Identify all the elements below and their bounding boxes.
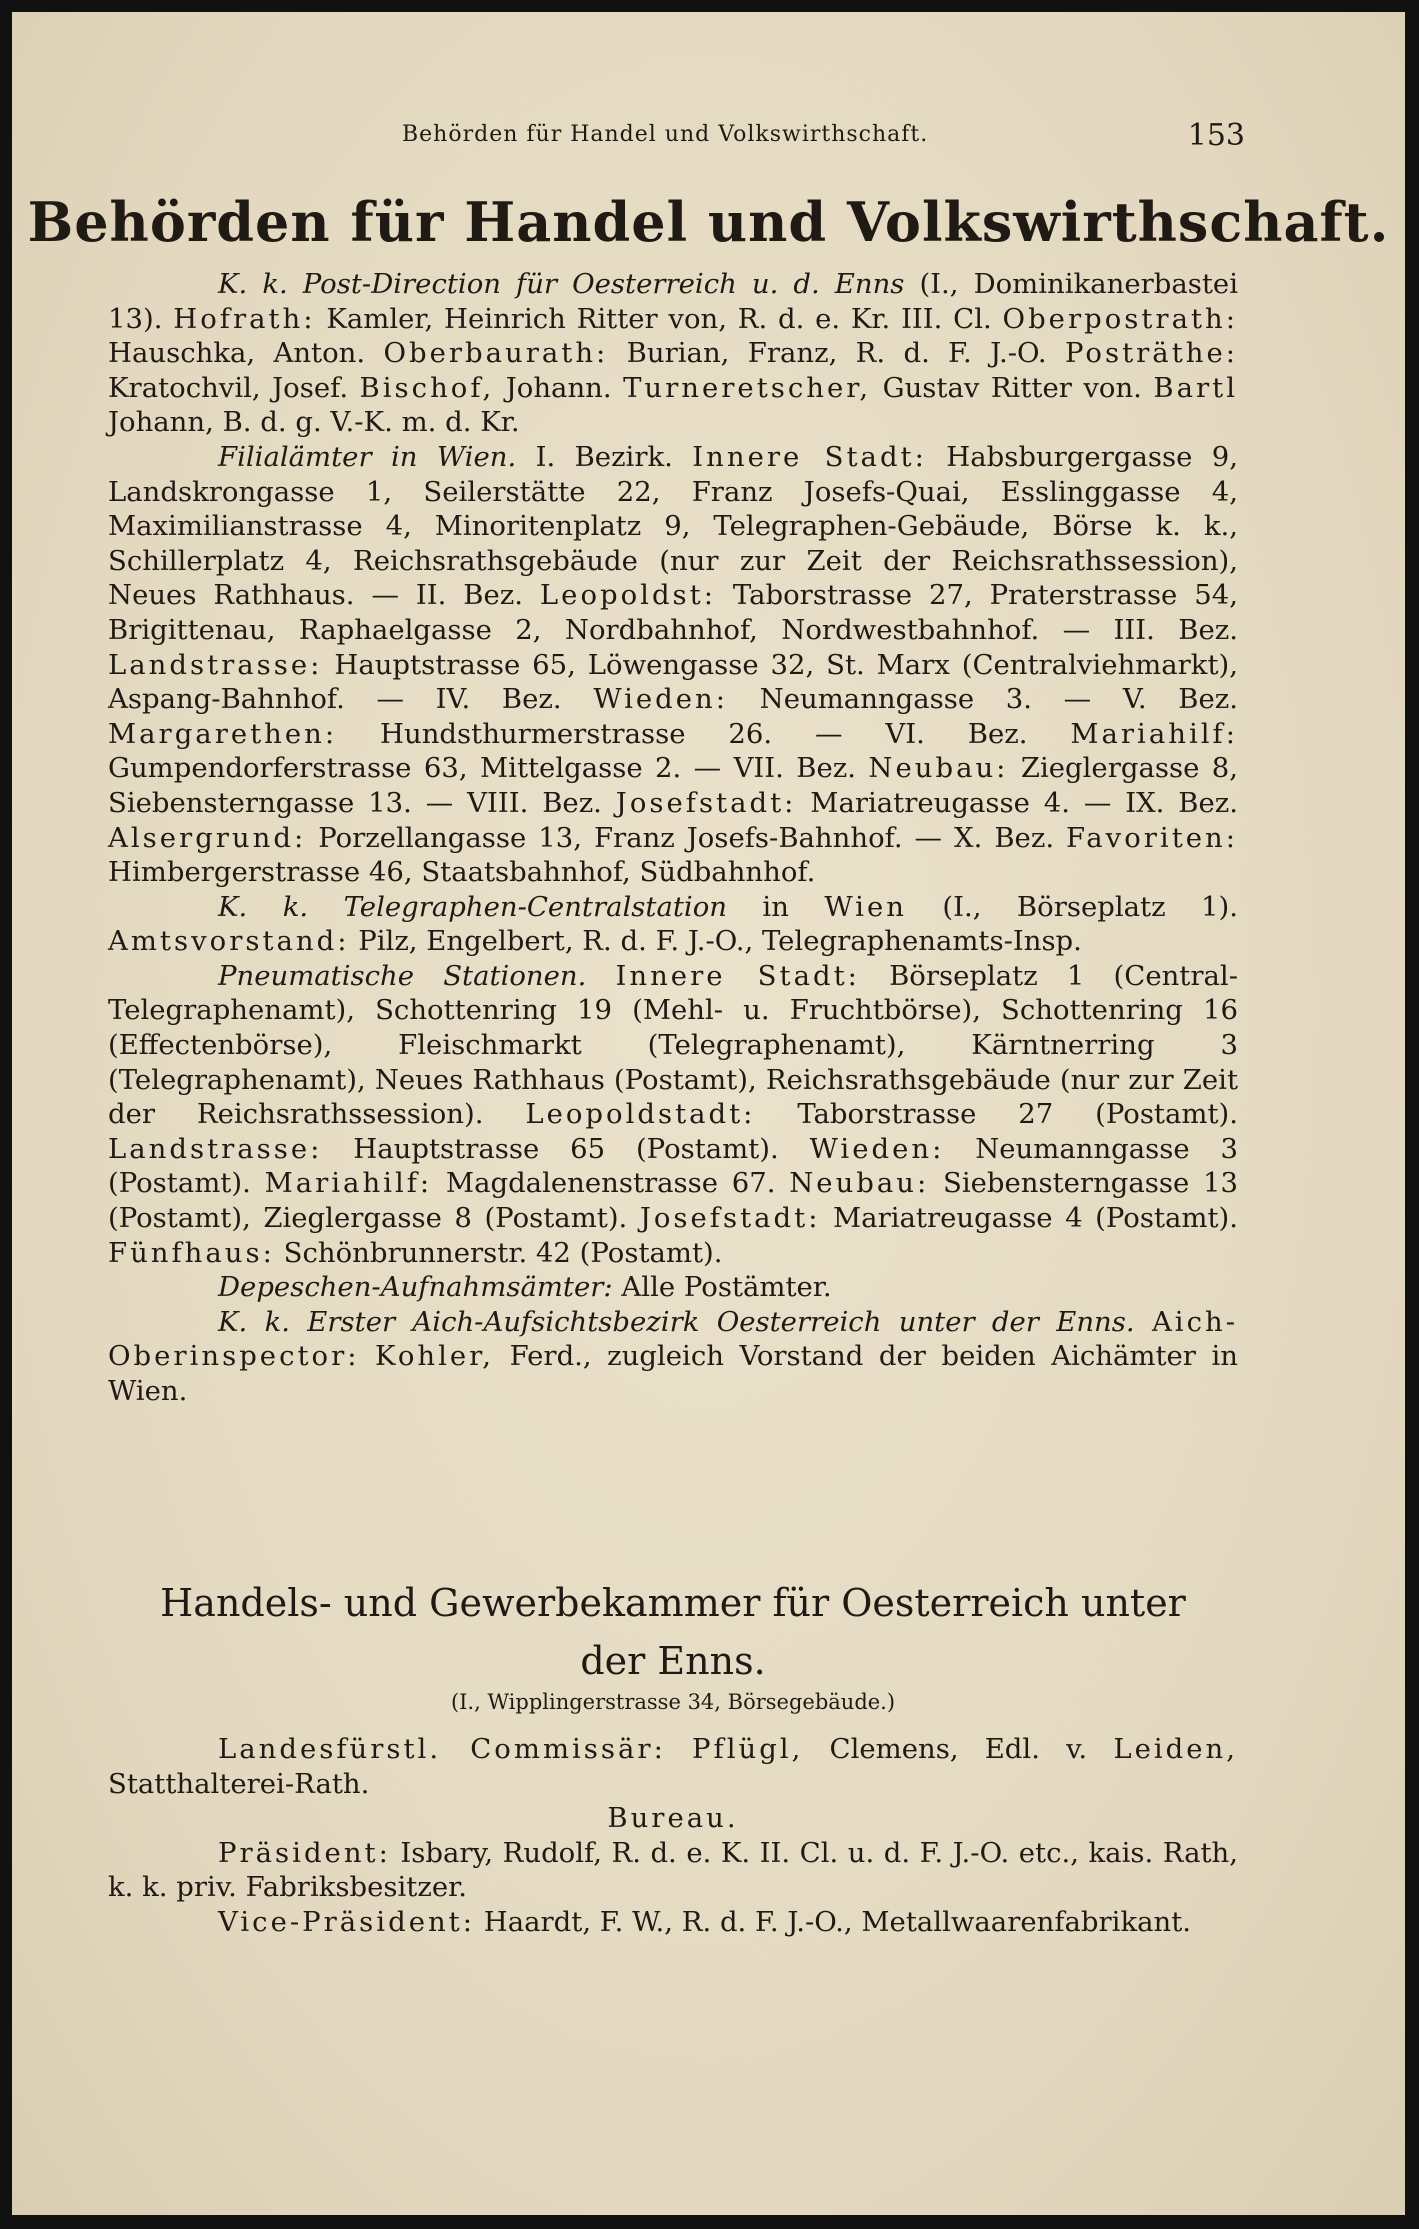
label: Neubau: bbox=[868, 752, 1009, 785]
paragraph-telegraphen bbox=[108, 890, 1238, 959]
label: Fünfhaus: bbox=[108, 1236, 275, 1269]
entry-heading: K. k. Post-Direction für Oesterreich u. d. Enns bbox=[218, 268, 905, 300]
label: Oberbaurath: bbox=[383, 337, 609, 370]
chamber-address: (I., Wipplingerstrasse 34, Börsegebäude.) bbox=[450, 1690, 896, 1714]
book-page bbox=[12, 12, 1405, 2215]
label: Mariahilf: bbox=[264, 1167, 433, 1200]
text: Siebensterngasse 13 (Postamt), Zieglergasse 8 (Postamt). bbox=[108, 1167, 1238, 1235]
text: Johann. bbox=[494, 371, 624, 404]
text: Magdalenenstrasse 67. bbox=[432, 1167, 790, 1200]
entry-heading: Depeschen-Aufnahmsämter: bbox=[218, 1271, 613, 1304]
text: Taborstrasse 27, Praterstrasse 54, Brigittenau, Raphaelgasse 2, Nordbahnhof, Nordwestbahnhof. — III. Bez. bbox=[108, 579, 1238, 646]
text: Habsburgergasse 9, Landskrongasse 1, Seilerstätte 22, Franz Josefs-Quai, Esslinggasse 4, Maximilianstrasse 4, Minoritenplatz 9, Telegraphen-Gebäude, Börse k. k., Schillerplatz 4, Reichsrathsgebäude (nur zur Zeit der Reichsrathssession), Neues Rathhaus. — II. Bez. bbox=[108, 440, 1238, 612]
label: Bischof, bbox=[359, 371, 495, 404]
text: I. Bezirk. bbox=[516, 440, 693, 473]
text: Burian, Franz, R. d. F. J.-O. bbox=[608, 337, 1066, 370]
entry-heading: Pneumatische Stationen. bbox=[218, 959, 587, 992]
label: Margarethen: bbox=[108, 717, 338, 750]
label: Landstrasse: bbox=[108, 1132, 323, 1165]
text: Kratochvil, Josef. bbox=[108, 371, 360, 404]
text: Gumpendorferstrasse 63, Mittelgasse 2. — VII. Bez. bbox=[108, 752, 869, 785]
running-head bbox=[102, 118, 1315, 158]
chamber-title bbox=[108, 1574, 1238, 1690]
text: Alle Postämter. bbox=[612, 1271, 832, 1304]
label: Landesfürstl. Commissär: bbox=[218, 1733, 666, 1765]
entry-heading: Filialämter in Wien. bbox=[218, 440, 517, 473]
label: Josefstadt: bbox=[615, 786, 797, 819]
label: Posträthe: bbox=[1065, 337, 1238, 370]
label: Vice-Präsident: bbox=[218, 1905, 475, 1938]
text: Himbergerstrasse 46, Staatsbahnhof, Südbahnhof. bbox=[108, 856, 816, 889]
label: Leopoldst: bbox=[539, 579, 716, 612]
label: Kohler, bbox=[375, 1340, 495, 1373]
label: Wieden: bbox=[809, 1132, 945, 1165]
text: Pilz, Engelbert, R. d. F. J.-O., Telegraphenamts-Insp. bbox=[349, 925, 1082, 958]
text: Schönbrunnerstr. 42 (Postamt). bbox=[274, 1236, 723, 1269]
text: Hundsthurmerstrasse 26. — VI. Bez. bbox=[337, 717, 1071, 750]
text: Haardt, F. W., R. d. F. J.-O., Metallwaarenfabrikant. bbox=[475, 1905, 1192, 1938]
label: Turneretscher, bbox=[623, 371, 872, 404]
label: Favoriten: bbox=[1066, 821, 1238, 854]
entry-heading: K. k. Erster Aich-Aufsichtsbezirk Oesterreich unter der Enns. bbox=[218, 1305, 1135, 1338]
chamber-title-line: Handels- und Gewerbekammer für Oesterreich unter bbox=[160, 1581, 1186, 1625]
paragraph-pneumatische bbox=[108, 959, 1238, 1270]
label: Josefstadt: bbox=[639, 1202, 821, 1235]
label: Pflügl, bbox=[692, 1733, 804, 1765]
label: Amtsvorstand: bbox=[108, 925, 350, 958]
text: Neumanngasse 3. — V. Bez. bbox=[728, 683, 1238, 716]
section-body bbox=[108, 267, 1238, 1409]
label: Aich-Oberinspector: bbox=[108, 1305, 1238, 1373]
text: in bbox=[726, 890, 825, 923]
paragraph-post-direction bbox=[108, 267, 1238, 440]
text: Hauptstrasse 65 (Postamt). bbox=[322, 1132, 810, 1165]
text: Clemens, Edl. v. bbox=[803, 1733, 1114, 1765]
text: Porzellangasse 13, Franz Josefs-Bahnhof. — X. Bez. bbox=[306, 821, 1067, 854]
paragraph-vice-praesident bbox=[108, 1905, 1238, 1940]
entry-heading: K. k. Telegraphen-Centralstation bbox=[218, 890, 727, 923]
chamber-title-line: der Enns. bbox=[580, 1639, 766, 1683]
label: Landstrasse: bbox=[108, 648, 323, 681]
bureau-heading: Bureau. bbox=[607, 1802, 739, 1835]
text: Neumanngasse 3 (Postamt). bbox=[108, 1132, 1238, 1200]
text: Börseplatz 1 (Central-Telegraphenamt), Schottenring 19 (Mehl- u. Fruchtbörse), Schottenring 16 (Effectenbörse), Fleischmarkt (Telegraphenamt), Kärntnerring 3 (Telegraphenamt), Neues Rathhaus (Postamt), Reichsrathsgebäude (nur zur Zeit der Reichsrathssession). bbox=[108, 959, 1238, 1131]
text: Johann, B. d. g. V.-K. m. d. Kr. bbox=[108, 406, 520, 439]
paragraph-commissaer bbox=[108, 1732, 1238, 1801]
page-number: 153 bbox=[1187, 118, 1245, 153]
text: (I., Dominikanerbastei 13). bbox=[108, 268, 1238, 335]
label: Leopoldstadt: bbox=[525, 1098, 756, 1131]
label: Leiden, bbox=[1113, 1733, 1238, 1765]
label: Wien bbox=[824, 890, 907, 923]
paragraph-aich bbox=[108, 1305, 1238, 1409]
label: Wieden: bbox=[593, 683, 729, 716]
label: Oberpostrath: bbox=[1002, 302, 1238, 335]
text: Kamler, Heinrich Ritter von, R. d. e. Kr. III. Cl. bbox=[315, 302, 1003, 335]
text: Zieglergasse 8, Siebensterngasse 13. — VIII. Bez. bbox=[108, 752, 1238, 819]
text: Hauschka, Anton. bbox=[108, 337, 384, 370]
text: Gustav Ritter von. bbox=[871, 371, 1154, 404]
label: Innere Stadt: bbox=[692, 440, 927, 473]
label: Neubau: bbox=[789, 1167, 930, 1200]
text: Mariatreugasse 4 (Postamt). bbox=[820, 1202, 1239, 1235]
label: Bartl bbox=[1153, 371, 1238, 404]
label: Alsergrund: bbox=[108, 821, 307, 854]
running-head-title: Behörden für Handel und Volkswirthschaft. bbox=[402, 122, 929, 147]
text: Isbary, Rudolf, R. d. e. K. II. Cl. u. d. F. J.-O. etc., kais. Rath, k. k. priv. Fabriksbesitzer. bbox=[108, 1836, 1238, 1904]
text: Statthalterei-Rath. bbox=[108, 1767, 370, 1800]
label: Hofrath: bbox=[173, 302, 316, 335]
text: Ferd., zugleich Vorstand der beiden Aichämter in Wien. bbox=[108, 1340, 1238, 1407]
text: Hauptstrasse 65, Löwengasse 32, St. Marx (Centralviehmarkt), Aspang-Bahnhof. — IV. Bez. bbox=[108, 648, 1238, 716]
text: Mariatreugasse 4. — IX. Bez. bbox=[796, 786, 1238, 819]
paragraph-filialaemter bbox=[108, 440, 1238, 890]
paragraph-praesident bbox=[108, 1836, 1238, 1905]
text: (I., Börseplatz 1). bbox=[906, 890, 1238, 923]
paragraph-depeschen bbox=[108, 1270, 1238, 1305]
label: Innere Stadt: bbox=[615, 959, 860, 992]
chamber-body bbox=[108, 1732, 1238, 1940]
label: Mariahilf: bbox=[1070, 717, 1238, 750]
label: Präsident: bbox=[218, 1836, 391, 1869]
section-title: Behörden für Handel und Volkswirthschaft. bbox=[27, 190, 1390, 254]
text: Taborstrasse 27 (Postamt). bbox=[755, 1098, 1238, 1131]
